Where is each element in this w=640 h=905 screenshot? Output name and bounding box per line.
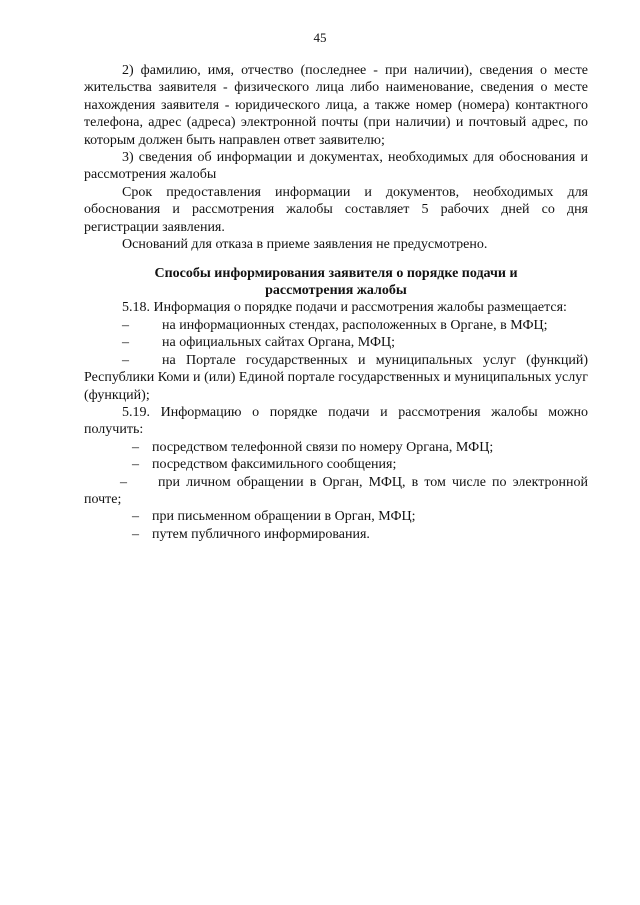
paragraph-5-19: 5.19. Информацию о порядке подачи и рассмотрения жалобы можно получить:	[84, 404, 588, 438]
paragraph-applicant-details: 2) фамилию, имя, отчество (последнее - при наличии), сведения о месте жительства заявителя - физического лица либо наименование, сведения о месте нахождения заявителя - юридического лица, а также номер (номера) контактного телефона, адрес (адреса) электронной почты (при наличии) и почтовый адрес, по которым должен быть направлен ответ заявителю;	[84, 63, 588, 148]
list-item-text: на официальных сайтах Органа, МФЦ;	[162, 335, 396, 351]
list-item-text: на Портале государственных и муниципальных услуг (функций) Республики Коми и (или) Единой портале государственных и муниципальных услуг (функций);	[84, 352, 588, 403]
list-item-text: посредством телефонной связи по номеру Органа, МФЦ;	[152, 439, 494, 455]
document-body	[84, 62, 588, 543]
list-item-text: на информационных стендах, расположенных в Органе, в МФЦ;	[162, 317, 548, 333]
dash-marker: –	[132, 526, 139, 542]
dash-marker: –	[122, 352, 129, 368]
list-item	[84, 526, 588, 543]
list-item	[84, 456, 588, 473]
list-item-text: посредством факсимильного сообщения;	[152, 457, 397, 473]
list-item	[84, 508, 588, 525]
paragraph-deadline: Срок предоставления информации и документов, необходимых для обоснования и рассмотрения жалобы составляет 5 рабочих дней со дня регистрации заявления.	[84, 184, 588, 235]
dash-marker: –	[122, 335, 129, 351]
dash-marker: –	[132, 439, 139, 455]
section-heading	[84, 265, 588, 299]
list-item-text: при письменном обращении в Орган, МФЦ;	[152, 509, 416, 525]
list-item-text: при личном обращении в Орган, МФЦ, в том числе по электронной почте;	[84, 474, 588, 507]
list-item	[84, 352, 588, 404]
list-item-text: путем публичного информирования.	[152, 526, 370, 542]
list-item	[84, 334, 588, 351]
section-heading-line-1: Способы информирования заявителя о порядке подачи и	[154, 266, 518, 282]
dash-marker: –	[122, 317, 129, 333]
paragraph-5-18: 5.18. Информация о порядке подачи и рассмотрения жалобы размещается:	[122, 300, 567, 316]
dash-marker: –	[132, 509, 139, 525]
list-item	[84, 317, 588, 334]
list-item	[84, 474, 588, 509]
section-heading-line-2: рассмотрения жалобы	[265, 283, 407, 299]
paragraph-no-refusal: Оснований для отказа в приеме заявления не предусмотрено.	[122, 237, 488, 253]
page-number: 45	[313, 30, 327, 45]
paragraph-documents-info: 3) сведения об информации и документах, необходимых для обоснования и рассмотрения жалобы	[84, 150, 588, 183]
dash-marker: –	[120, 474, 127, 490]
list-item	[84, 439, 588, 456]
dash-marker: –	[132, 457, 139, 473]
